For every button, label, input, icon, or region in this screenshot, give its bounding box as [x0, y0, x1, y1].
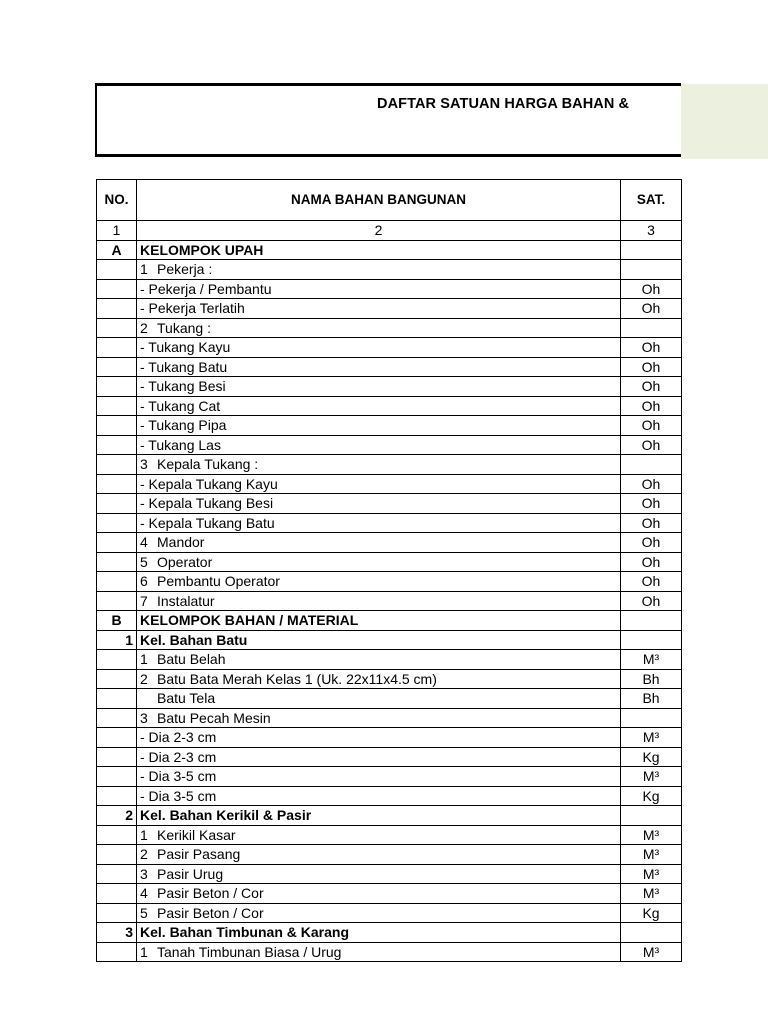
green-header-fill — [681, 84, 768, 159]
row-unit: Oh — [621, 572, 682, 592]
row-unit — [621, 611, 682, 631]
table-row — [97, 494, 682, 514]
row-unit: Kg — [621, 747, 682, 767]
row-unit: M³ — [621, 767, 682, 787]
row-number: 1 — [97, 630, 137, 650]
table-row — [97, 806, 682, 826]
row-unit: Kg — [621, 786, 682, 806]
row-name: - Tukang Besi — [137, 377, 621, 397]
row-name: - Tukang Kayu — [137, 338, 621, 358]
row-number — [97, 650, 137, 670]
table-row — [97, 786, 682, 806]
table-row — [97, 416, 682, 436]
row-number — [97, 299, 137, 319]
row-name: Kel. Bahan Batu — [137, 630, 621, 650]
row-number — [97, 318, 137, 338]
row-unit: Bh — [621, 669, 682, 689]
row-number — [97, 416, 137, 436]
row-unit: M³ — [621, 825, 682, 845]
row-name: - Tukang Batu — [137, 357, 621, 377]
table-row — [97, 747, 682, 767]
row-number — [97, 455, 137, 475]
table-row — [97, 455, 682, 475]
table-row — [97, 240, 682, 260]
row-number — [97, 942, 137, 962]
row-name: - Kepala Tukang Batu — [137, 513, 621, 533]
column-number-row — [97, 221, 682, 241]
price-list-table — [96, 179, 682, 962]
table-row — [97, 884, 682, 904]
row-name — [137, 455, 621, 475]
table-row — [97, 650, 682, 670]
table-row — [97, 689, 682, 709]
table-row — [97, 377, 682, 397]
item-number: 1 — [140, 943, 148, 960]
row-number — [97, 260, 137, 280]
row-number — [97, 377, 137, 397]
row-name — [137, 533, 621, 553]
row-unit: Oh — [621, 416, 682, 436]
table-row — [97, 728, 682, 748]
table-row — [97, 357, 682, 377]
row-unit — [621, 708, 682, 728]
row-number — [97, 786, 137, 806]
row-unit: Oh — [621, 396, 682, 416]
row-unit: Oh — [621, 494, 682, 514]
item-number: 3 — [140, 865, 148, 882]
item-name: Pasir Pasang — [157, 846, 241, 863]
item-name: Mandor — [157, 534, 205, 551]
row-name — [137, 572, 621, 592]
table-row — [97, 338, 682, 358]
table-row — [97, 825, 682, 845]
row-name — [137, 825, 621, 845]
row-number — [97, 845, 137, 865]
row-unit: M³ — [621, 864, 682, 884]
row-unit: Oh — [621, 533, 682, 553]
row-name — [137, 864, 621, 884]
row-unit: Oh — [621, 357, 682, 377]
table-row — [97, 591, 682, 611]
row-unit: Oh — [621, 435, 682, 455]
row-number — [97, 474, 137, 494]
item-number: 7 — [140, 592, 148, 609]
table-row — [97, 474, 682, 494]
row-name: - Pekerja Terlatih — [137, 299, 621, 319]
row-name — [137, 903, 621, 923]
row-name — [137, 591, 621, 611]
row-number — [97, 279, 137, 299]
item-number: 2 — [140, 670, 148, 687]
row-number — [97, 338, 137, 358]
row-name — [137, 318, 621, 338]
item-number: 3 — [140, 456, 148, 473]
row-name: Kel. Bahan Kerikil & Pasir — [137, 806, 621, 826]
page-title: DAFTAR SATUAN HARGA BAHAN & — [377, 96, 630, 112]
row-number — [97, 357, 137, 377]
row-unit — [621, 240, 682, 260]
row-unit — [621, 455, 682, 475]
item-name: Pekerja : — [157, 261, 213, 278]
row-unit — [621, 260, 682, 280]
item-name: Kerikil Kasar — [157, 826, 236, 843]
item-name: Tanah Timbunan Biasa / Urug — [157, 943, 342, 960]
item-number: 6 — [140, 573, 148, 590]
item-name: Pembantu Operator — [157, 573, 280, 590]
row-name — [137, 708, 621, 728]
row-name: - Tukang Cat — [137, 396, 621, 416]
row-name: KELOMPOK UPAH — [137, 240, 621, 260]
table-row — [97, 572, 682, 592]
row-name: - Tukang Las — [137, 435, 621, 455]
item-number: 5 — [140, 553, 148, 570]
row-number — [97, 552, 137, 572]
row-unit — [621, 806, 682, 826]
row-unit: M³ — [621, 884, 682, 904]
row-number — [97, 903, 137, 923]
row-number — [97, 572, 137, 592]
row-name — [137, 552, 621, 572]
row-number — [97, 669, 137, 689]
row-name: - Dia 3-5 cm — [137, 767, 621, 787]
row-number — [97, 533, 137, 553]
row-unit: Oh — [621, 299, 682, 319]
item-number: 2 — [140, 319, 148, 336]
row-name — [137, 942, 621, 962]
row-name — [137, 260, 621, 280]
row-number — [97, 728, 137, 748]
title-box — [95, 83, 681, 157]
row-unit — [621, 318, 682, 338]
row-name: - Kepala Tukang Kayu — [137, 474, 621, 494]
item-name: Batu Belah — [157, 651, 226, 668]
item-number: 2 — [140, 846, 148, 863]
item-number: 1 — [140, 261, 148, 278]
item-name: Batu Bata Merah Kelas 1 (Uk. 22x11x4.5 cm) — [157, 670, 437, 687]
row-unit: M³ — [621, 650, 682, 670]
row-number: 2 — [97, 806, 137, 826]
item-number: 5 — [140, 904, 148, 921]
item-number: 1 — [140, 651, 148, 668]
row-number — [97, 396, 137, 416]
table-row — [97, 669, 682, 689]
row-number — [97, 747, 137, 767]
row-number — [97, 591, 137, 611]
row-number — [97, 513, 137, 533]
header-row — [97, 180, 682, 221]
row-number — [97, 689, 137, 709]
table-row — [97, 864, 682, 884]
item-name: Pasir Beton / Cor — [157, 885, 264, 902]
table-row — [97, 942, 682, 962]
row-number — [97, 864, 137, 884]
table-row — [97, 279, 682, 299]
row-unit: Bh — [621, 689, 682, 709]
row-number — [97, 884, 137, 904]
table-row — [97, 611, 682, 631]
row-number: B — [97, 611, 137, 631]
table-row — [97, 903, 682, 923]
table-row — [97, 708, 682, 728]
row-name: - Dia 3-5 cm — [137, 786, 621, 806]
row-name: KELOMPOK BAHAN / MATERIAL — [137, 611, 621, 631]
row-name: - Kepala Tukang Besi — [137, 494, 621, 514]
table-row — [97, 767, 682, 787]
item-number: 3 — [140, 709, 148, 726]
row-number — [97, 435, 137, 455]
row-unit: Oh — [621, 552, 682, 572]
row-number — [97, 494, 137, 514]
row-name: - Tukang Pipa — [137, 416, 621, 436]
item-number: 4 — [140, 534, 148, 551]
item-name: Batu Tela — [157, 690, 216, 707]
item-name: Pasir Urug — [157, 865, 224, 882]
item-name: Pasir Beton / Cor — [157, 904, 264, 921]
column-number-sat: 3 — [621, 221, 682, 241]
row-unit: Oh — [621, 513, 682, 533]
row-name — [137, 689, 621, 709]
row-unit: Oh — [621, 377, 682, 397]
table-row — [97, 845, 682, 865]
table-row — [97, 513, 682, 533]
row-unit: M³ — [621, 845, 682, 865]
row-unit: M³ — [621, 942, 682, 962]
header-no: NO. — [97, 180, 137, 221]
item-name: Instalatur — [157, 592, 215, 609]
row-name: - Dia 2-3 cm — [137, 728, 621, 748]
row-name — [137, 650, 621, 670]
row-number — [97, 708, 137, 728]
row-name — [137, 884, 621, 904]
table-row — [97, 533, 682, 553]
row-number: A — [97, 240, 137, 260]
table-row — [97, 396, 682, 416]
row-unit — [621, 923, 682, 943]
table-row — [97, 299, 682, 319]
row-name — [137, 845, 621, 865]
row-name: Kel. Bahan Timbunan & Karang — [137, 923, 621, 943]
row-name — [137, 669, 621, 689]
item-name: Operator — [157, 553, 213, 570]
row-unit: Oh — [621, 474, 682, 494]
item-name: Batu Pecah Mesin — [157, 709, 271, 726]
column-number-no: 1 — [97, 221, 137, 241]
row-number — [97, 825, 137, 845]
column-number-name: 2 — [137, 221, 621, 241]
row-unit — [621, 630, 682, 650]
table-row — [97, 630, 682, 650]
header-sat: SAT. — [621, 180, 682, 221]
row-number — [97, 767, 137, 787]
item-number: 4 — [140, 885, 148, 902]
table-row — [97, 435, 682, 455]
row-name: - Pekerja / Pembantu — [137, 279, 621, 299]
row-unit: Oh — [621, 591, 682, 611]
row-name: - Dia 2-3 cm — [137, 747, 621, 767]
header-name: NAMA BAHAN BANGUNAN — [137, 180, 621, 221]
item-name: Kepala Tukang : — [157, 456, 259, 473]
table-row — [97, 923, 682, 943]
table-row — [97, 552, 682, 572]
item-number: 1 — [140, 826, 148, 843]
row-unit: Oh — [621, 279, 682, 299]
table-row — [97, 318, 682, 338]
row-number: 3 — [97, 923, 137, 943]
table-row — [97, 260, 682, 280]
row-unit: Kg — [621, 903, 682, 923]
row-unit: M³ — [621, 728, 682, 748]
item-name: Tukang : — [157, 319, 211, 336]
row-unit: Oh — [621, 338, 682, 358]
